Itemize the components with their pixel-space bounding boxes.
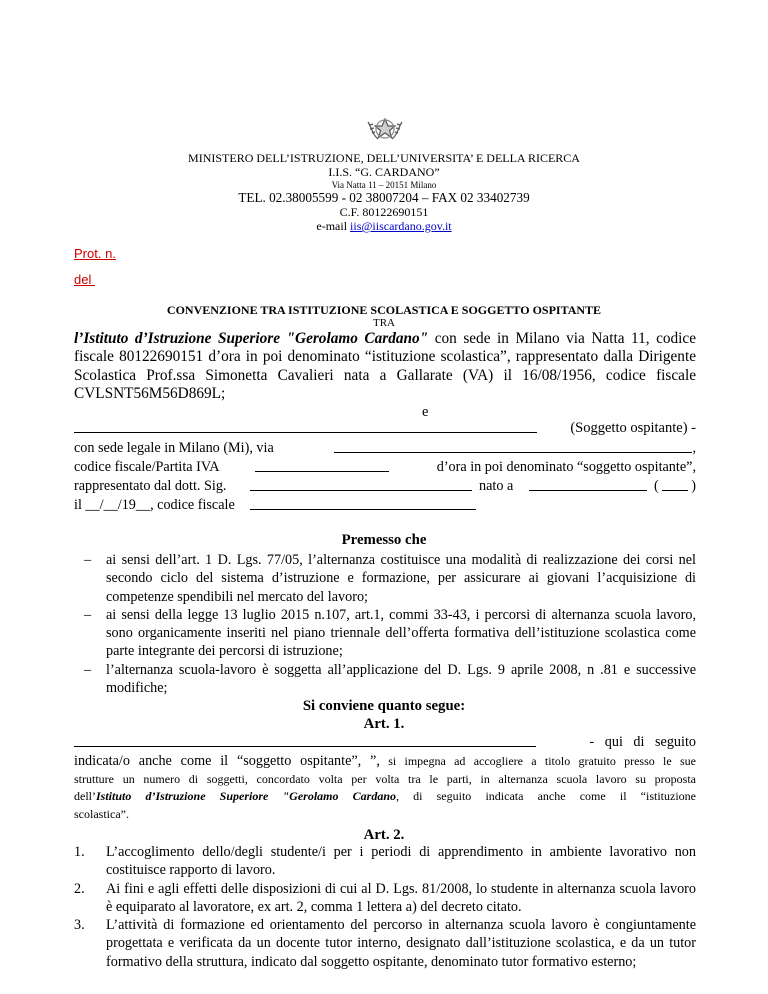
- republic-emblem-icon: [364, 116, 406, 142]
- art1-line-3: strutture un numero di soggetti, concordato volta per volta tra le parti, in alternanza scuola lavoro su proposta: [74, 771, 696, 786]
- host-line-4: rappresentato dal dott. Sig. nato a ( ): [74, 478, 696, 494]
- birthplace-field[interactable]: [529, 490, 647, 491]
- protocol-number-field[interactable]: [74, 246, 230, 261]
- art2-list: [74, 843, 696, 971]
- school-tax-code: C.F. 80122690151: [339, 205, 429, 219]
- birthdate-field[interactable]: il __/__/19__, codice fiscale: [74, 497, 235, 513]
- list-item: 2. Ai fini e agli effetti delle disposizioni di cui al D. Lgs. 81/2008, lo studente in alternanza scuola lavoro è equiparato al lavoratore, ex art. 2, comma 1 lettera a) del decreto citato.: [74, 880, 696, 915]
- art1-title: Art. 1.: [363, 716, 405, 732]
- party1-line-3: Scolastica Prof.ssa Simonetta Cavalieri nata a Gallarate (VA) il 16/08/1956, codice fiscale: [74, 366, 696, 384]
- art2-title: Art. 2.: [363, 827, 405, 843]
- protocol-label: Prot. n.: [74, 246, 116, 261]
- list-item: – l’alternanza scuola-lavoro è soggetta all’applicazione del D. Lgs. 9 aprile 2008, n .81 e successive modifiche;: [84, 661, 696, 697]
- host-vat-field[interactable]: [255, 471, 389, 472]
- party1-paragraph: [74, 330, 696, 403]
- host-line-5: [74, 496, 696, 515]
- party1-line-2: fiscale 80122690151 d’ora in poi denominato “istituzione scolastica”, rappresentato dalla Dirigente: [74, 348, 696, 366]
- premesso-list: [74, 551, 696, 697]
- convention-tra: TRA: [373, 317, 395, 329]
- party1-name: l’Istituto d’Istruzione Superiore "Gerolamo Cardano": [74, 330, 429, 347]
- province-field[interactable]: [662, 490, 688, 491]
- premesso-title: Premesso che: [341, 532, 427, 548]
- school-email-line: [0, 219, 768, 234]
- host-line-2: con sede legale in Milano (Mi), via ,: [74, 440, 696, 456]
- host-paragraph: [74, 419, 696, 515]
- school-full-name: Istituto d’Istruzione Superiore "Gerolamo Cardano: [96, 789, 396, 803]
- host-name-field-art1[interactable]: [74, 746, 536, 747]
- conjunction-e: e: [422, 404, 429, 420]
- list-item: – ai sensi dell’art. 1 D. Lgs. 77/05, l’alternanza costituisce una modalità di realizzazione dei corsi nel secondo ciclo del sistema d’istruzione e formazione, per assicurare ai giovani l’acquisizione di competenze spendibili nel mercato del lavoro;: [84, 552, 696, 605]
- si-conviene-heading: Si conviene quanto segue:: [302, 698, 466, 714]
- school-phone: TEL. 02.38005599 - 02 38007204 – FAX 02 33402739: [238, 190, 530, 205]
- email-label: e-mail: [316, 219, 351, 233]
- dash-bullet: –: [84, 552, 92, 568]
- representative-tax-code-field[interactable]: [250, 509, 476, 510]
- dash-bullet: –: [84, 606, 92, 623]
- host-line-3: codice fiscale/Partita IVA d’ora in poi denominato “soggetto ospitante”,: [74, 459, 696, 475]
- host-suffix: (Soggetto ospitante) -: [570, 420, 696, 436]
- art1-line-1: [74, 733, 696, 752]
- school-email-link[interactable]: iis@iiscardano.gov.it: [350, 219, 452, 233]
- ministry-name: MINISTERO DELL’ISTRUZIONE, DELL’UNIVERSITA’ E DELLA RICERCA: [188, 151, 580, 165]
- art1-paragraph: [74, 733, 696, 823]
- art1-line-2: indicata/o anche come il “soggetto ospitante”, ”, si impegna ad accogliere a titolo gratuito presso le sue: [74, 753, 696, 769]
- art1-line-5: scolastica”.: [74, 806, 129, 821]
- list-item: 1. L’accoglimento dello/degli studente/i per i periodi di apprendimento in ambiente lavorativo non costituisce rapporto di lavoro.: [74, 844, 696, 879]
- dash-bullet: –: [84, 661, 92, 678]
- host-name-field[interactable]: [74, 432, 537, 433]
- list-item: 3. L’attività di formazione ed orientamento del percorso in alternanza scuola lavoro è congiuntamente progettata e verificata da un docente tutor interno, designato dall’istituzione scolastica, e da un tutor formativo della struttura, indicato dal soggetto ospitante, denominato tutor formativo esterno;: [74, 917, 696, 970]
- host-street-field[interactable]: [334, 452, 692, 453]
- art1-suffix: - qui di seguito: [589, 734, 696, 750]
- convention-title: CONVENZIONE TRA ISTITUZIONE SCOLASTICA E SOGGETTO OSPITANTE: [166, 303, 602, 317]
- protocol-date-field[interactable]: [74, 272, 157, 287]
- school-address: Via Natta 11 – 20151 Milano: [331, 180, 437, 190]
- protocol-date-label: del: [74, 272, 95, 287]
- party1-line-1: l’Istituto d’Istruzione Superiore "Gerolamo Cardano" con sede in Milano via Natta 11, codice: [74, 330, 696, 347]
- party1-line-4: CVLSNT56M56D869L;: [74, 384, 226, 402]
- art1-line-4: dell’Istituto d’Istruzione Superiore "Gerolamo Cardano, di seguito indicata anche come il “istituzione: [74, 789, 696, 803]
- host-line-1: [74, 419, 696, 439]
- list-item: – ai sensi della legge 13 luglio 2015 n.107, art.1, commi 33-43, i percorsi di alternanza scuola lavoro, sono organicamente inseriti nel piano triennale dell’offerta formativa dell’istituzione scolastica come parte integrante dei percorsi di istruzione;: [84, 606, 696, 660]
- representative-name-field[interactable]: [250, 490, 472, 491]
- school-name: I.I.S. “G. CARDANO”: [328, 165, 440, 179]
